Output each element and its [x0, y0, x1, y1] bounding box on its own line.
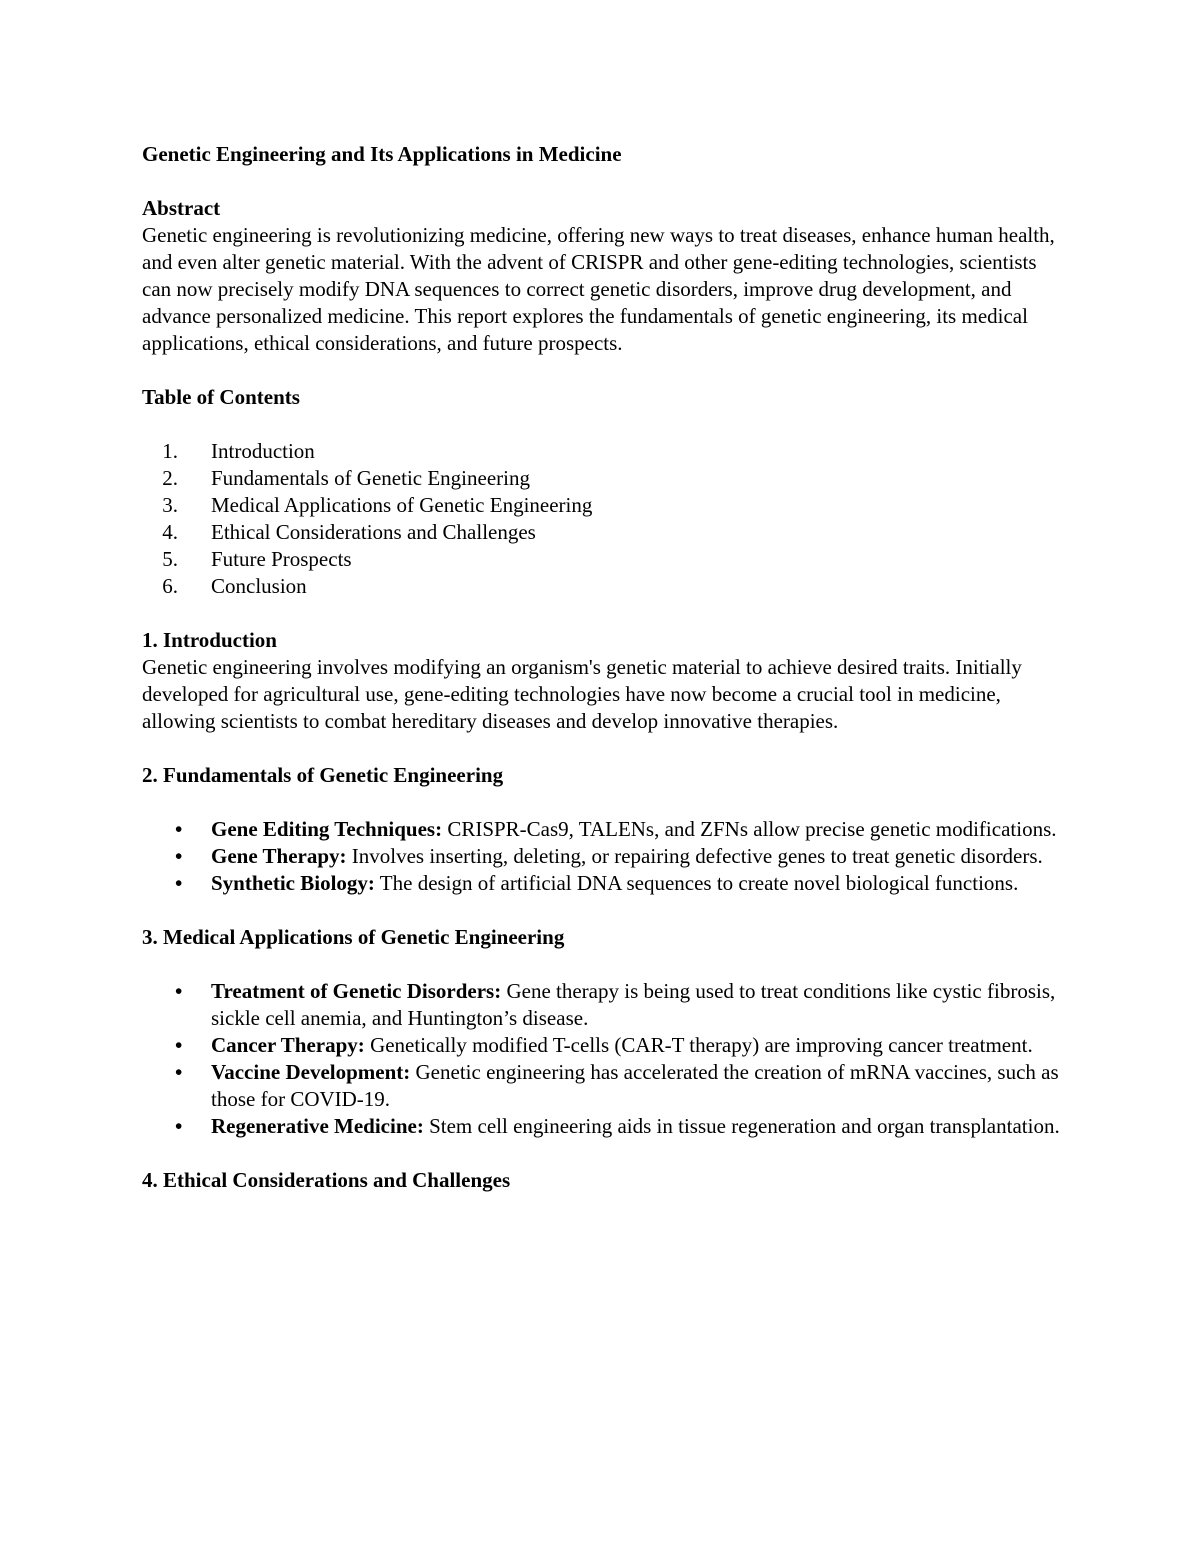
list-item-term: Treatment of Genetic Disorders: — [211, 979, 502, 1003]
spacer — [142, 600, 1062, 627]
toc-item — [142, 546, 1062, 573]
bullet-icon — [142, 1059, 211, 1113]
list-item — [142, 816, 1062, 843]
spacer — [142, 1140, 1062, 1167]
list-item — [142, 1059, 1062, 1113]
list-item-term: Regenerative Medicine: — [211, 1114, 424, 1138]
ethics-heading: 4. Ethical Considerations and Challenges — [142, 1168, 511, 1192]
toc-item-number: 4. — [162, 520, 178, 544]
list-item-text — [211, 1059, 1062, 1113]
toc-item — [142, 438, 1062, 465]
list-item-description: Stem cell engineering aids in tissue regeneration and organ transplantation. — [423, 1114, 1060, 1138]
fundamentals-list — [142, 816, 1062, 897]
spacer — [142, 168, 1062, 195]
introduction-body: Genetic engineering involves modifying an organism's genetic material to achieve desired traits. Initially developed for agricultural use, gene-editing technologies have now become a crucial tool in medicine, allowing scientists to combat hereditary diseases and develop innovative therapies. — [142, 655, 1022, 733]
list-item-description: The design of artificial DNA sequences to create novel biological functions. — [374, 871, 1019, 895]
toc-heading: Table of Contents — [142, 385, 300, 409]
bullet-icon — [142, 1032, 211, 1059]
applications-heading: 3. Medical Applications of Genetic Engineering — [142, 925, 565, 949]
toc-item-label: Medical Applications of Genetic Engineering — [211, 493, 593, 517]
list-item-term: Gene Editing Techniques: — [211, 817, 443, 841]
document-body — [142, 141, 1062, 1194]
bullet-icon — [142, 1113, 211, 1140]
toc-item-label: Future Prospects — [211, 547, 352, 571]
abstract-heading: Abstract — [142, 196, 221, 220]
list-item-description: CRISPR-Cas9, TALENs, and ZFNs allow precise genetic modifications. — [442, 817, 1057, 841]
applications-list — [142, 978, 1062, 1140]
bullet-icon — [142, 978, 211, 1032]
spacer — [142, 357, 1062, 384]
bullet-icon — [142, 816, 211, 843]
abstract-body: Genetic engineering is revolutionizing medicine, offering new ways to treat diseases, enhance human health, and even alter genetic material. With the advent of CRISPR and other gene-editing technologies, scientists can now precisely modify DNA sequences to correct genetic disorders, improve drug development, and advance personalized medicine. This report explores the fundamentals of genetic engineering, its medical applications, ethical considerations, and future prospects. — [142, 223, 1055, 355]
toc-item — [142, 519, 1062, 546]
toc-item-label: Fundamentals of Genetic Engineering — [211, 466, 530, 490]
list-item — [142, 1032, 1062, 1059]
list-item-text — [211, 870, 1062, 897]
list-item-text — [211, 978, 1062, 1032]
list-item-description: Genetic engineering has accelerated the creation of mRNA vaccines, such as those for COVID-19. — [211, 1060, 1059, 1111]
spacer — [142, 951, 1062, 978]
spacer — [142, 735, 1062, 762]
toc-item — [142, 492, 1062, 519]
list-item-text — [211, 1032, 1062, 1059]
list-item — [142, 843, 1062, 870]
list-item-description: Gene therapy is being used to treat conditions like cystic fibrosis, sickle cell anemia, and Huntington’s disease. — [211, 979, 1056, 1030]
list-item-term: Gene Therapy: — [211, 844, 347, 868]
list-item-term: Synthetic Biology: — [211, 871, 375, 895]
list-item-text — [211, 1113, 1062, 1140]
list-item — [142, 1113, 1062, 1140]
toc-item-label: Ethical Considerations and Challenges — [211, 520, 536, 544]
toc-item-number: 3. — [162, 493, 178, 517]
list-item-description: Involves inserting, deleting, or repairing defective genes to treat genetic disorders. — [346, 844, 1043, 868]
toc-item-number: 2. — [162, 466, 178, 490]
list-item-description: Genetically modified T-cells (CAR-T therapy) are improving cancer treatment. — [364, 1033, 1033, 1057]
spacer — [142, 897, 1062, 924]
fundamentals-heading: 2. Fundamentals of Genetic Engineering — [142, 763, 504, 787]
list-item — [142, 870, 1062, 897]
introduction-heading: 1. Introduction — [142, 628, 277, 652]
toc-item — [142, 465, 1062, 492]
list-item-text — [211, 816, 1062, 843]
list-item — [142, 978, 1062, 1032]
toc-list — [142, 438, 1062, 600]
toc-item-number: 1. — [162, 439, 178, 463]
bullet-icon — [142, 843, 211, 870]
list-item-text — [211, 843, 1062, 870]
spacer — [142, 411, 1062, 438]
list-item-term: Cancer Therapy: — [211, 1033, 365, 1057]
bullet-icon — [142, 870, 211, 897]
toc-item-label: Introduction — [211, 439, 315, 463]
toc-item — [142, 573, 1062, 600]
toc-item-number: 6. — [162, 574, 178, 598]
spacer — [142, 789, 1062, 816]
list-item-term: Vaccine Development: — [211, 1060, 411, 1084]
toc-item-label: Conclusion — [211, 574, 307, 598]
toc-item-number: 5. — [162, 547, 178, 571]
document-title: Genetic Engineering and Its Applications in Medicine — [142, 142, 622, 166]
